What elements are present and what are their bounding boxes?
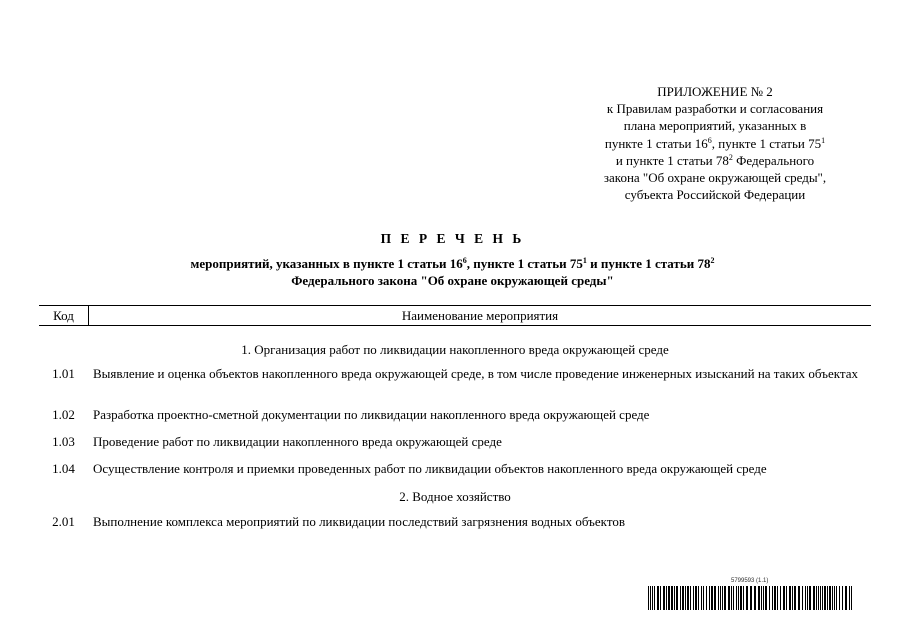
barcode-bar [674,586,675,610]
appendix-block [560,83,870,203]
barcode-bar [845,586,847,610]
barcode-bar [701,586,702,610]
barcode-bar [807,586,808,610]
barcode-bar [769,586,770,610]
barcode-bar [786,586,787,610]
barcode-bar [824,586,826,610]
barcode-bar [746,586,748,610]
row-code: 1.02 [52,407,75,422]
barcode-bar [648,586,649,610]
barcode-bar [832,586,833,610]
barcode-bar [652,586,653,610]
barcode-bar [660,586,661,610]
barcode-bar [805,586,806,610]
barcode-bar [728,586,730,610]
appendix-line: пункте 1 статьи $16^6$, пункте 1 статьи $75^1$ [604,135,826,151]
barcode-bar [698,586,699,610]
barcode-icon [648,586,856,610]
barcode-bar [827,586,828,610]
barcode-bar [733,586,734,610]
barcode-bar [809,586,811,610]
barcode-bar [690,586,691,610]
appendix-title: ПРИЛОЖЕНИЕ № 2 [657,84,773,99]
table-top-border [39,305,871,306]
barcode-bar [772,586,773,610]
barcode-bar [750,586,752,610]
barcode-bar [740,586,742,610]
row-name: Разработка проектно-сметной документации по ликвидации накопленного вреда окружающей среде [93,407,650,422]
barcode-bar [709,586,710,610]
appendix-line: плана мероприятий, указанных в [623,118,807,134]
barcode-bar [663,586,665,610]
column-header-name: Наименование мероприятия [401,308,559,323]
barcode-bar [722,586,723,610]
barcode-bar [671,586,673,610]
barcode-bar [657,586,659,610]
barcode-bar [765,586,767,610]
barcode-bar [676,586,678,610]
barcode-bar [714,586,716,610]
barcode-bar [758,586,760,610]
barcode-bar [682,586,684,610]
barcode-bar [718,586,719,610]
barcode-bar [842,586,843,610]
barcode-bar [822,586,823,610]
barcode-bar [774,586,776,610]
subtitle-line: мероприятий, указанных в пункте 1 статьи $16^6$, пункте 1 статьи $75^1$ и пункте 1 статьи $78^2$ [190,256,715,271]
row-name: Проведение работ по ликвидации накопленного вреда окружающей среде [93,434,502,449]
barcode-bar [731,586,732,610]
barcode-bar [836,586,837,610]
barcode-bar [780,586,781,610]
barcode-bar [849,586,850,610]
barcode-bar [668,586,670,610]
barcode-bar [680,586,681,610]
barcode-bar [754,586,756,610]
barcode-bar [695,586,697,610]
barcode-bar [820,586,821,610]
barcode-bar [666,586,667,610]
barcode-bar [818,586,819,610]
barcode-bar [761,586,762,610]
row-name: Осуществление контроля и приемки проведенных работ по ликвидации объектов накопленного вреда окружающей среде [93,461,767,476]
document-title: П Е Р Е Ч Е Н Ь [380,231,525,246]
barcode-bar [839,586,840,610]
barcode-bar [720,586,721,610]
barcode-bar [763,586,764,610]
barcode-bar [706,586,707,610]
subtitle-line: Федерального закона "Об охране окружающей среды" [291,273,614,288]
row-code: 2.01 [52,514,75,529]
barcode-bar [829,586,831,610]
barcode-bar [816,586,817,610]
appendix-line: субъекта Российской Федерации [624,187,806,203]
appendix-line: и пункте 1 статьи $78^2$ Федерального [615,152,815,168]
barcode-bar [687,586,689,610]
section-heading: 1. Организация работ по ликвидации накопленного вреда окружающей среде [241,342,669,357]
barcode-bar [650,586,651,610]
barcode-bar [777,586,778,610]
barcode-bar [792,586,793,610]
barcode-bar [703,586,704,610]
table-header-bottom-border [39,325,871,326]
row-code: 1.03 [52,434,75,449]
row-code: 1.04 [52,461,75,476]
barcode-bar [738,586,739,610]
row-name: Выявление и оценка объектов накопленного вреда окружающей среде, в том числе проведение инженерных изысканий на таких объектах [93,366,858,381]
column-header-code: Код [53,308,74,323]
barcode-bar [693,586,694,610]
barcode-bar [851,586,852,610]
appendix-line: к Правилам разработки и согласования [606,101,824,117]
barcode-bar [783,586,785,610]
row-name: Выполнение комплекса мероприятий по ликвидации последствий загрязнения водных объектов [93,514,625,529]
barcode-bar [724,586,726,610]
row-code: 1.01 [52,366,75,381]
barcode-bar [711,586,713,610]
barcode-bar [802,586,803,610]
barcode-bar [789,586,791,610]
barcode-bar [794,586,796,610]
barcode-bar [736,586,737,610]
barcode-number: 5799593 (1.1) [731,578,769,584]
barcode-bar [685,586,686,610]
barcode-bar [834,586,835,610]
section-heading: 2. Водное хозяйство [399,489,511,504]
appendix-line: закона "Об охране окружающей среды", [603,170,827,186]
barcode-bar [654,586,655,610]
barcode-bar [813,586,815,610]
barcode-bar [743,586,744,610]
barcode-bar [798,586,800,610]
document-subtitle [0,255,905,289]
